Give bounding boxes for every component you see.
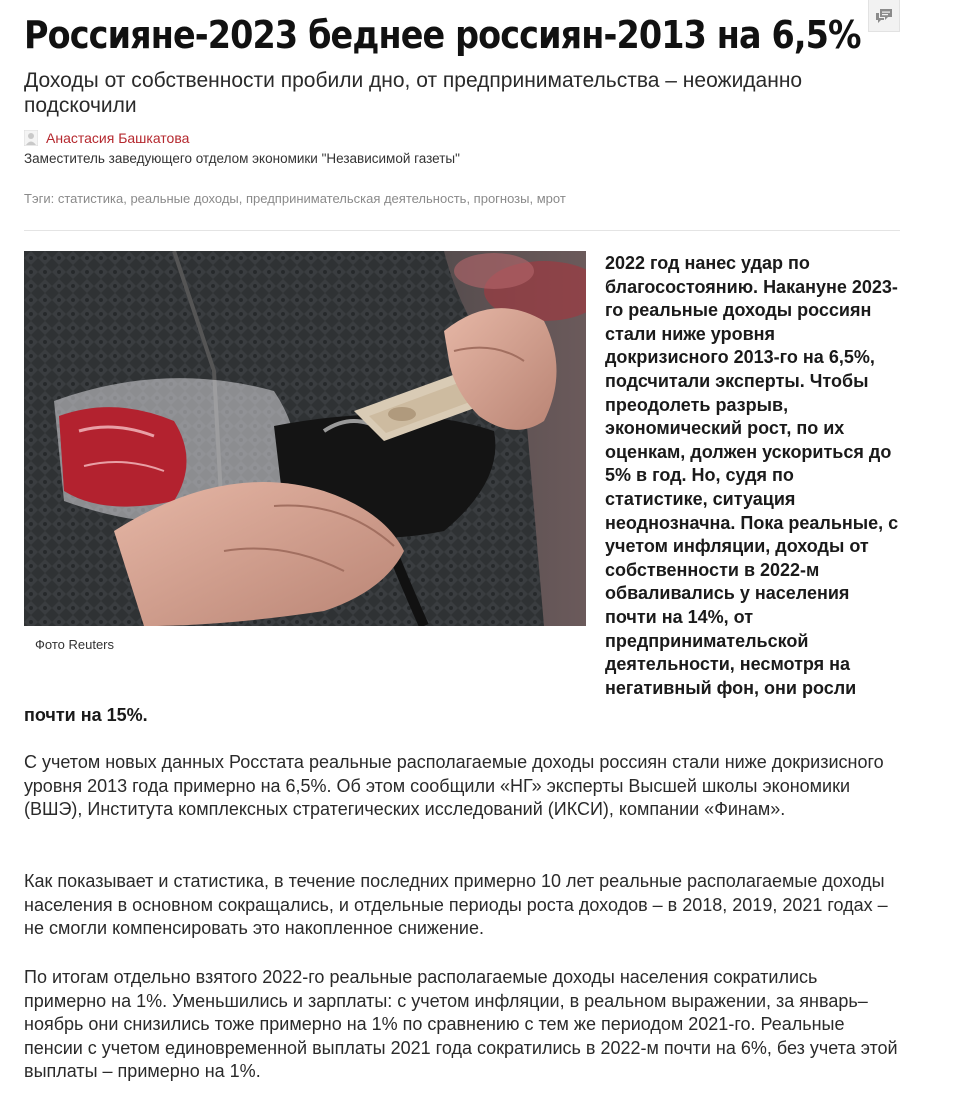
user-icon (24, 130, 38, 146)
comment-icon (875, 8, 893, 24)
article-subtitle: Доходы от собственности пробили дно, от предпринимательства – неожиданно подскочили (24, 69, 803, 117)
tag-link[interactable]: мрот (536, 191, 566, 206)
tags-list: Тэги: статистика, реальные доходы, предпринимательская деятельность, прогнозы, мрот (24, 191, 566, 206)
tag-link[interactable]: предпринимательская деятельность (246, 191, 467, 206)
divider (24, 230, 900, 231)
comments-button[interactable] (868, 0, 900, 32)
tag-link[interactable]: прогнозы (473, 191, 530, 206)
article-lead-continuation: почти на 15%. (24, 705, 148, 725)
author-link[interactable]: Анастасия Башкатова (46, 130, 190, 146)
author-row (24, 129, 189, 147)
article-paragraph: Как показывает и статистика, в течение последних примерно 10 лет реальные располагаемые доходы населения в основном сокращались, и отдельные периоды роста доходов – в 2018, 2019, 2021 годах – не смогли компенсировать это накопленное снижение. (24, 871, 888, 939)
author-role: Заместитель заведующего отделом экономики "Независимой газеты" (24, 151, 460, 166)
photo-caption: Фото Reuters (35, 637, 114, 652)
article-title: Россияне-2023 беднее россиян-2013 на 6,5% (24, 13, 861, 57)
article-photo (24, 251, 586, 626)
tag-link[interactable]: статистика (57, 191, 124, 206)
photo-illustration (24, 251, 586, 626)
article-lead: 2022 год нанес удар по благосостоянию. Накануне 2023-го реальные доходы россиян стали ниже уровня докризисного 2013-го на 6,5%, подсчитали эксперты. Чтобы преодолеть разрыв, экономический рост, по их оценкам, должен ускориться до 5% в год. Но, судя по статистике, ситуация неоднозначна. Пока реальные, с учетом инфляции, доходы от собственности в 2022-м обваливались у населения почти на 14%, от предпринимательской деятельности, несмотря на негативный фон, они росли (605, 253, 899, 698)
tags-label: Тэги: (24, 191, 55, 206)
article-paragraph: По итогам отдельно взятого 2022-го реальные располагаемые доходы населения сократились примерно на 1%. Уменьшились и зарплаты: с учетом инфляции, в реальном выражении, за январь–ноябрь они снизились тоже примерно на 1% по сравнению с тем же периодом 2021-го. Реальные пенсии с учетом единовременной выплаты 2021 года сократились в 2022-м почти на 6%, без учета этой выплаты – примерно на 1%. (24, 967, 898, 1082)
article-paragraph: С учетом новых данных Росстата реальные располагаемые доходы россиян стали ниже докризисного уровня 2013 года примерно на 6,5%. Об этом сообщили «НГ» эксперты Высшей школы экономики (ВШЭ), Института комплексных стратегических исследований (ИКСИ), компании «Финам». (24, 752, 884, 820)
tag-link[interactable]: реальные доходы (130, 191, 239, 206)
